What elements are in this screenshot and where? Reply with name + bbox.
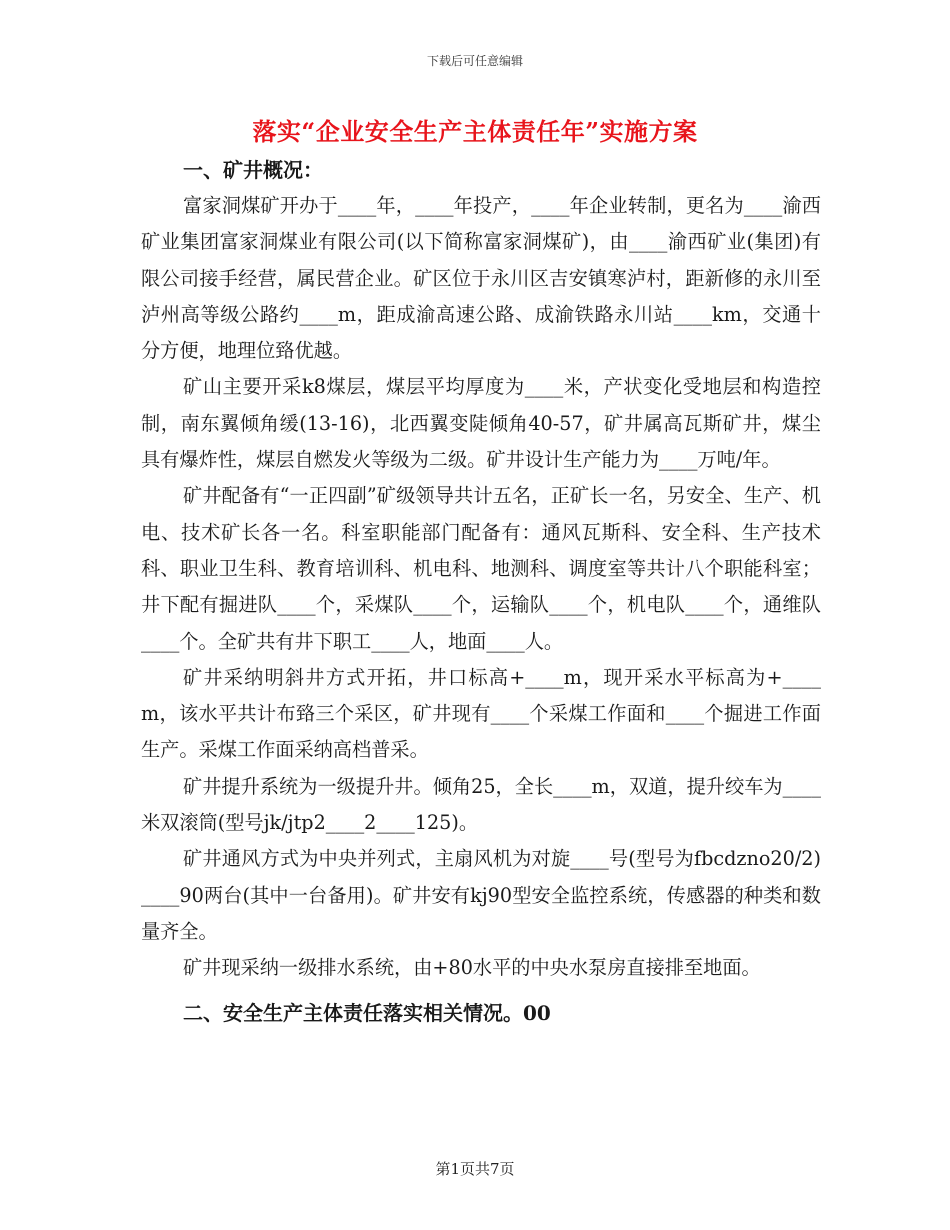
section-heading-overview: 一、矿井概况： <box>183 158 323 182</box>
paragraph-mine-history: 富家洞煤矿开办于____年，____年投产，____年企业转制，更名为____渝西矿业集团富家洞煤业有限公司(以下简称富家洞煤矿)，由____渝西矿业(集团)有限公司接手经营，属民营企业。矿区位于永川区吉安镇寒泸村，距新修的永川至泸州高等级公路约____m，距成渝高速公路、成渝铁路永川站____km，交通十分方便，地理位臵优越。 <box>141 194 821 363</box>
paragraph-drainage: 矿井现采纳一级排水系统，由+80水平的中央水泵房直接排至地面。 <box>183 956 761 980</box>
page-number: 第1页共7页 <box>435 1160 515 1178</box>
document-title: 落实“企业安全生产主体责任年”实施方案 <box>252 117 698 146</box>
paragraph-ventilation: 矿井通风方式为中央并列式，主扇风机为对旋____号(型号为fbcdzno20/2)____90两台(其中一台备用)。矿井安有kj90型安全监控系统，传感器的种类和数量齐全。 <box>141 847 821 943</box>
document-body <box>141 152 821 1031</box>
paragraph-hoisting: 矿井提升系统为一级提升井。倾角25，全长____m，双道，提升绞车为____米双滚筒(型号jk/jtp2____2____125)。 <box>141 774 821 835</box>
section-heading-responsibility: 二、安全生产主体责任落实相关情况。00 <box>183 1000 551 1025</box>
paragraph-coal-seam: 矿山主要开采k8煤层，煤层平均厚度为____米，产状变化受地层和构造控制，南东翼倾角缓(13-16)，北西翼变陡倾角40-57，矿井属高瓦斯矿井，煤尘具有爆炸性，煤层自燃发火等级为二级。矿井设计生产能力为____万吨/年。 <box>141 375 821 472</box>
paragraph-development: 矿井采纳明斜井方式开拓，井口标高+____m，现开采水平标高为+____m，该水平共计布臵三个采区，矿井现有____个采煤工作面和____个掘进工作面生产。采煤工作面采纳高档普采。 <box>141 665 821 762</box>
page-header-note: 下载后可任意编辑 <box>426 54 523 68</box>
paragraph-staffing: 矿井配备有“一正四副”矿级领导共计五名，正矿长一名，另安全、生产、机电、技术矿长各一名。科室职能部门配备有：通风瓦斯科、安全科、生产技术科、职业卫生科、教育培训科、机电科、地测科、调度室等共计八个职能科室；井下配有掘进队____个，采煤队____个，运输队____个，机电队____个，通维队____个。全矿共有井下职工____人，地面____人。 <box>141 484 821 653</box>
